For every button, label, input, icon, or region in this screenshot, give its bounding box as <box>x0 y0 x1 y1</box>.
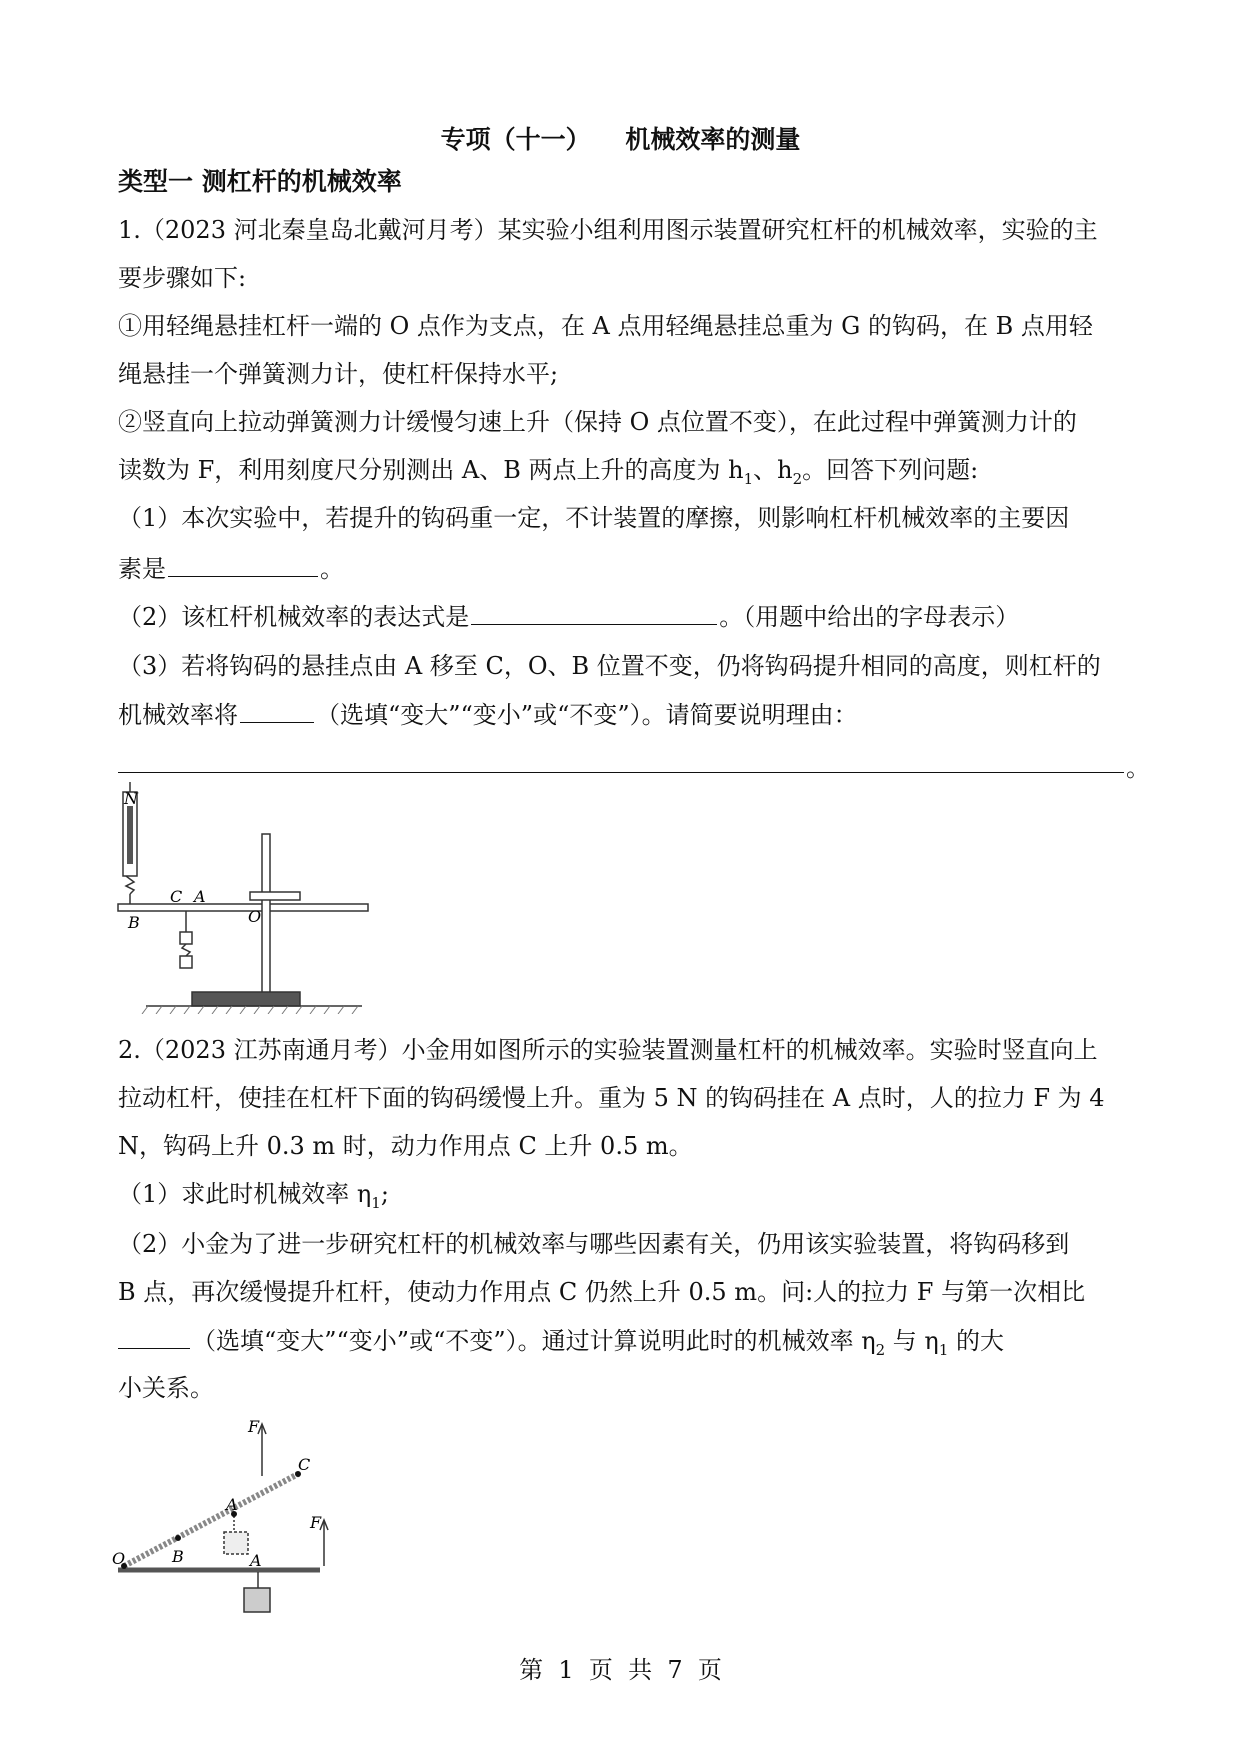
fig2-label-b: B <box>172 1547 184 1566</box>
fig2-label-c: C <box>298 1455 311 1474</box>
q2-part-2d: 小关系。 <box>118 1374 214 1402</box>
fig1-label-b: B <box>128 913 140 932</box>
fig2-label-a-beam: A <box>250 1551 262 1570</box>
answer-blank-1[interactable] <box>168 552 318 577</box>
q2-part-2a: （2）小金为了进一步研究杠杆的机械效率与哪些因素有关，仍用该实验装置，将钩码移到 <box>118 1230 1070 1258</box>
q1-lever-figure <box>112 782 372 1014</box>
q1-step-2a: ②竖直向上拉动弹簧测力计缓慢匀速上升（保持 O 点位置不变），在此过程中弹簧测力计的 <box>118 408 1077 436</box>
q1-part-2: （2）该杠杆机械效率的表达式是 。（用题中给出的字母表示） <box>118 600 1128 633</box>
fig1-label-n: N <box>124 789 138 808</box>
fig1-label-c: C <box>170 887 183 906</box>
page-title: 专项（十一） 机械效率的测量 <box>440 125 801 154</box>
fig2-label-a-lever: A <box>226 1495 238 1514</box>
q1-part-1a: （1）本次实验中，若提升的钩码重一定，不计装置的摩擦，则影响杠杆机械效率的主要因 <box>118 504 1070 532</box>
q1-part-1b: 素是 。 <box>118 552 1128 585</box>
q1-step-1a: ①用轻绳悬挂杠杆一端的 O 点作为支点，在 A 点用轻绳悬挂总重为 G 的钩码，在 B 点用轻 <box>118 312 1093 340</box>
q1-part-3a: （3）若将钩码的悬挂点由 A 移至 C，O、B 位置不变，仍将钩码提升相同的高度，则杠杆的 <box>118 652 1101 680</box>
q2-part-1: （1）求此时机械效率 $\eta_1$; <box>118 1180 389 1212</box>
answer-line-reason[interactable] <box>118 772 1124 773</box>
q2-line-3: N，钩码上升 0.3 m 时，动力作用点 C 上升 0.5 m。 <box>118 1132 693 1160</box>
q2-part-2c: （选填“变大”“变小”或“不变”）。通过计算说明此时的机械效率 $\eta_2$ 与 $\eta_1$ 的大 <box>118 1324 1128 1357</box>
q1-line-2: 要步骤如下: <box>118 264 247 292</box>
fig2-label-f-right: F <box>310 1513 322 1532</box>
q1-line-1: 1.（2023 河北秦皇岛北戴河月考）某实验小组利用图示装置研究杠杆的机械效率，实验的主 <box>118 216 1098 244</box>
answer-blank-2[interactable] <box>471 600 717 625</box>
q2-part-2b: B 点，再次缓慢提升杠杆，使动力作用点 C 仍然上升 0.5 m。问:人的拉力 F 与第一次相比 <box>118 1278 1086 1306</box>
fig2-label-o: O <box>112 1549 126 1568</box>
q1-part-3b: 机械效率将 （选填“变大”“变小”或“不变”）。请简要说明理由： <box>118 698 1128 731</box>
reason-end-mark: 。 <box>1126 754 1150 782</box>
q1-step-1b: 绳悬挂一个弹簧测力计，使杠杆保持水平; <box>118 360 559 388</box>
page-footer: 第 1 页 共 7 页 <box>519 1656 722 1684</box>
fig1-label-a: A <box>194 887 206 906</box>
q1-step-2b: 读数为 F，利用刻度尺分别测出 A、B 两点上升的高度为 $h_1$、$h_2$。回答下列问题: <box>118 456 979 488</box>
fig1-label-o: O <box>248 907 262 926</box>
q2-line-2: 拉动杠杆，使挂在杠杆下面的钩码缓慢上升。重为 5 N 的钩码挂在 A 点时，人的拉力 F 为 4 <box>118 1084 1105 1112</box>
q2-line-1: 2.（2023 江苏南通月考）小金用如图所示的实验装置测量杠杆的机械效率。实验时竖直向上 <box>118 1036 1098 1064</box>
answer-blank-3[interactable] <box>240 698 314 723</box>
q2-lever-figure <box>112 1416 342 1626</box>
section-heading: 类型一 测杠杆的机械效率 <box>118 167 402 196</box>
fig2-label-f-top: F <box>248 1417 260 1436</box>
answer-blank-4[interactable] <box>118 1324 190 1349</box>
